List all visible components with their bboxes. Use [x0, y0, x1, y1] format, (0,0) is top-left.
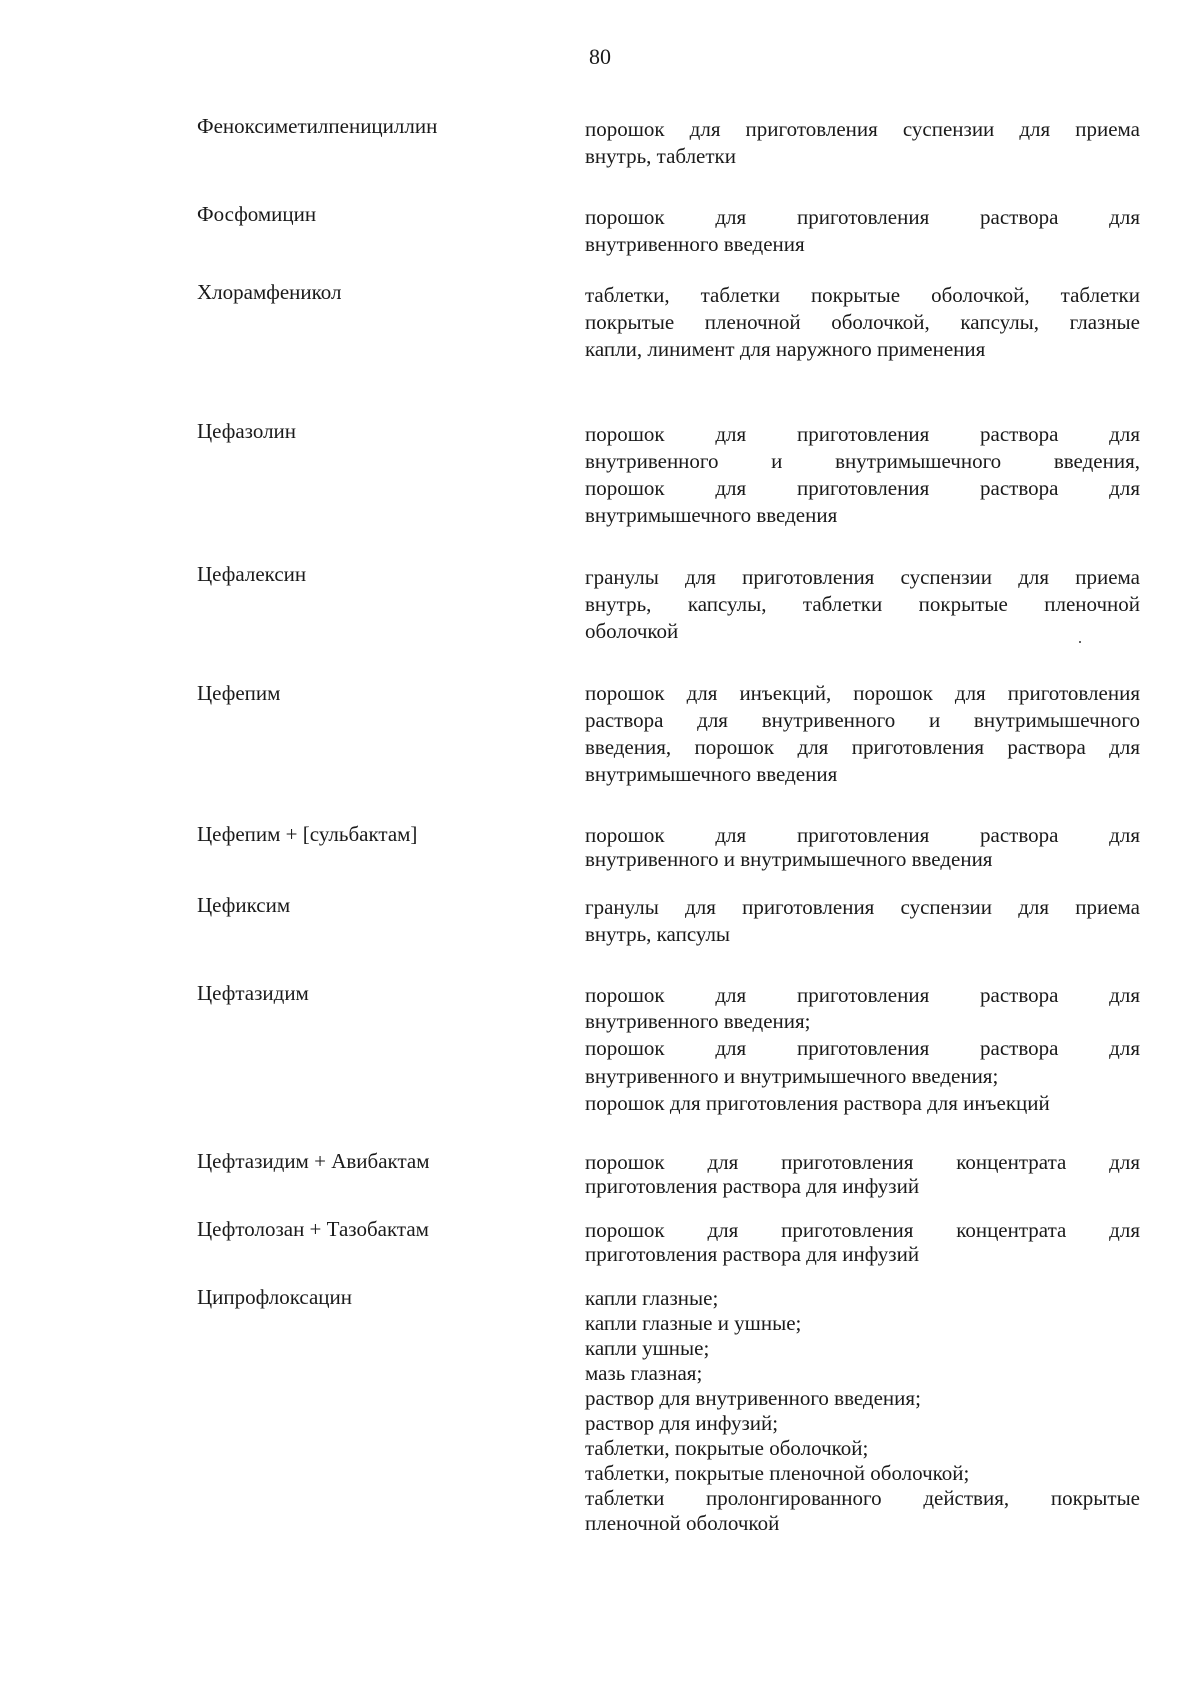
dosage-forms — [585, 204, 1140, 258]
form-line: внутрь, капсулы, таблетки покрытые пленочной — [585, 592, 1140, 616]
dosage-forms — [585, 116, 1140, 170]
form-line: внутривенного введения; — [585, 1009, 811, 1033]
drug-name: Цефтазидим + Авибактам — [197, 1149, 430, 1173]
dosage-forms — [585, 421, 1140, 529]
dosage-forms — [585, 282, 1140, 363]
form-line: внутрь, таблетки — [585, 144, 736, 168]
stray-mark — [1079, 641, 1081, 643]
drug-name: Феноксиметилпенициллин — [197, 114, 438, 138]
dosage-forms — [585, 982, 1140, 1117]
form-line: порошок для приготовления раствора для — [585, 476, 1140, 500]
form-line: порошок для приготовления концентрата для — [585, 1218, 1140, 1242]
form-line: гранулы для приготовления суспензии для приема — [585, 565, 1140, 589]
form-line: капли ушные; — [585, 1336, 710, 1360]
drug-name: Цефтазидим — [197, 981, 309, 1005]
form-line: капли, линимент для наружного применения — [585, 337, 986, 361]
form-line: капли глазные; — [585, 1286, 719, 1310]
drug-name: Цефтолозан + Тазобактам — [197, 1217, 429, 1241]
form-line: приготовления раствора для инфузий — [585, 1242, 920, 1266]
form-line: раствор для внутривенного введения; — [585, 1386, 921, 1410]
form-line: раствора для внутривенного и внутримышечного — [585, 708, 1140, 732]
form-line: таблетки пролонгированного действия, покрытые — [585, 1486, 1140, 1510]
form-line: порошок для приготовления раствора для — [585, 983, 1140, 1007]
dosage-forms — [585, 564, 1140, 645]
form-line: порошок для приготовления суспензии для приема — [585, 117, 1140, 141]
form-line: мазь глазная; — [585, 1361, 703, 1385]
form-line: пленочной оболочкой — [585, 1511, 780, 1535]
dosage-forms — [585, 1286, 1140, 1536]
form-line: введения, порошок для приготовления раствора для — [585, 735, 1140, 759]
dosage-forms — [585, 894, 1140, 948]
form-line: внутривенного и внутримышечного введения, — [585, 449, 1140, 473]
form-line: порошок для приготовления раствора для — [585, 823, 1140, 847]
dosage-forms — [585, 823, 1140, 871]
drug-name: Цефалексин — [197, 562, 307, 586]
form-line: внутрь, капсулы — [585, 922, 731, 946]
form-line: внутримышечного введения — [585, 762, 838, 786]
dosage-forms — [585, 1218, 1140, 1266]
form-line: внутримышечного введения — [585, 503, 838, 527]
form-line: гранулы для приготовления суспензии для приема — [585, 895, 1140, 919]
form-line: таблетки, покрытые оболочкой; — [585, 1436, 869, 1460]
drug-name: Цефиксим — [197, 893, 291, 917]
form-line: порошок для приготовления раствора для — [585, 1036, 1140, 1060]
drug-name: Цефазолин — [197, 419, 297, 443]
drug-name: Хлорамфеникол — [197, 280, 342, 304]
form-line: таблетки, таблетки покрытые оболочкой, таблетки — [585, 283, 1140, 307]
form-line: порошок для инъекций, порошок для приготовления — [585, 681, 1140, 705]
drug-name: Цефепим + [сульбактам] — [197, 822, 418, 846]
form-line: оболочкой — [585, 619, 679, 643]
form-line: таблетки, покрытые пленочной оболочкой; — [585, 1461, 970, 1485]
form-line: покрытые пленочной оболочкой, капсулы, глазные — [585, 310, 1140, 334]
form-line: внутривенного и внутримышечного введения — [585, 847, 993, 871]
dosage-forms — [585, 1150, 1140, 1198]
form-line: порошок для приготовления концентрата для — [585, 1150, 1140, 1174]
page-number: 80 — [589, 44, 611, 69]
form-line: капли глазные и ушные; — [585, 1311, 802, 1335]
drug-name: Ципрофлоксацин — [197, 1285, 352, 1309]
form-line: внутривенного и внутримышечного введения; — [585, 1064, 999, 1088]
form-line: приготовления раствора для инфузий — [585, 1174, 920, 1198]
drug-name: Цефепим — [197, 681, 281, 705]
form-line: порошок для приготовления раствора для инъекций — [585, 1091, 1050, 1115]
dosage-forms — [585, 680, 1140, 788]
form-line: порошок для приготовления раствора для — [585, 422, 1140, 446]
drug-name: Фосфомицин — [197, 202, 317, 226]
form-line: порошок для приготовления раствора для — [585, 205, 1140, 229]
form-line: внутривенного введения — [585, 232, 805, 256]
form-line: раствор для инфузий; — [585, 1411, 779, 1435]
